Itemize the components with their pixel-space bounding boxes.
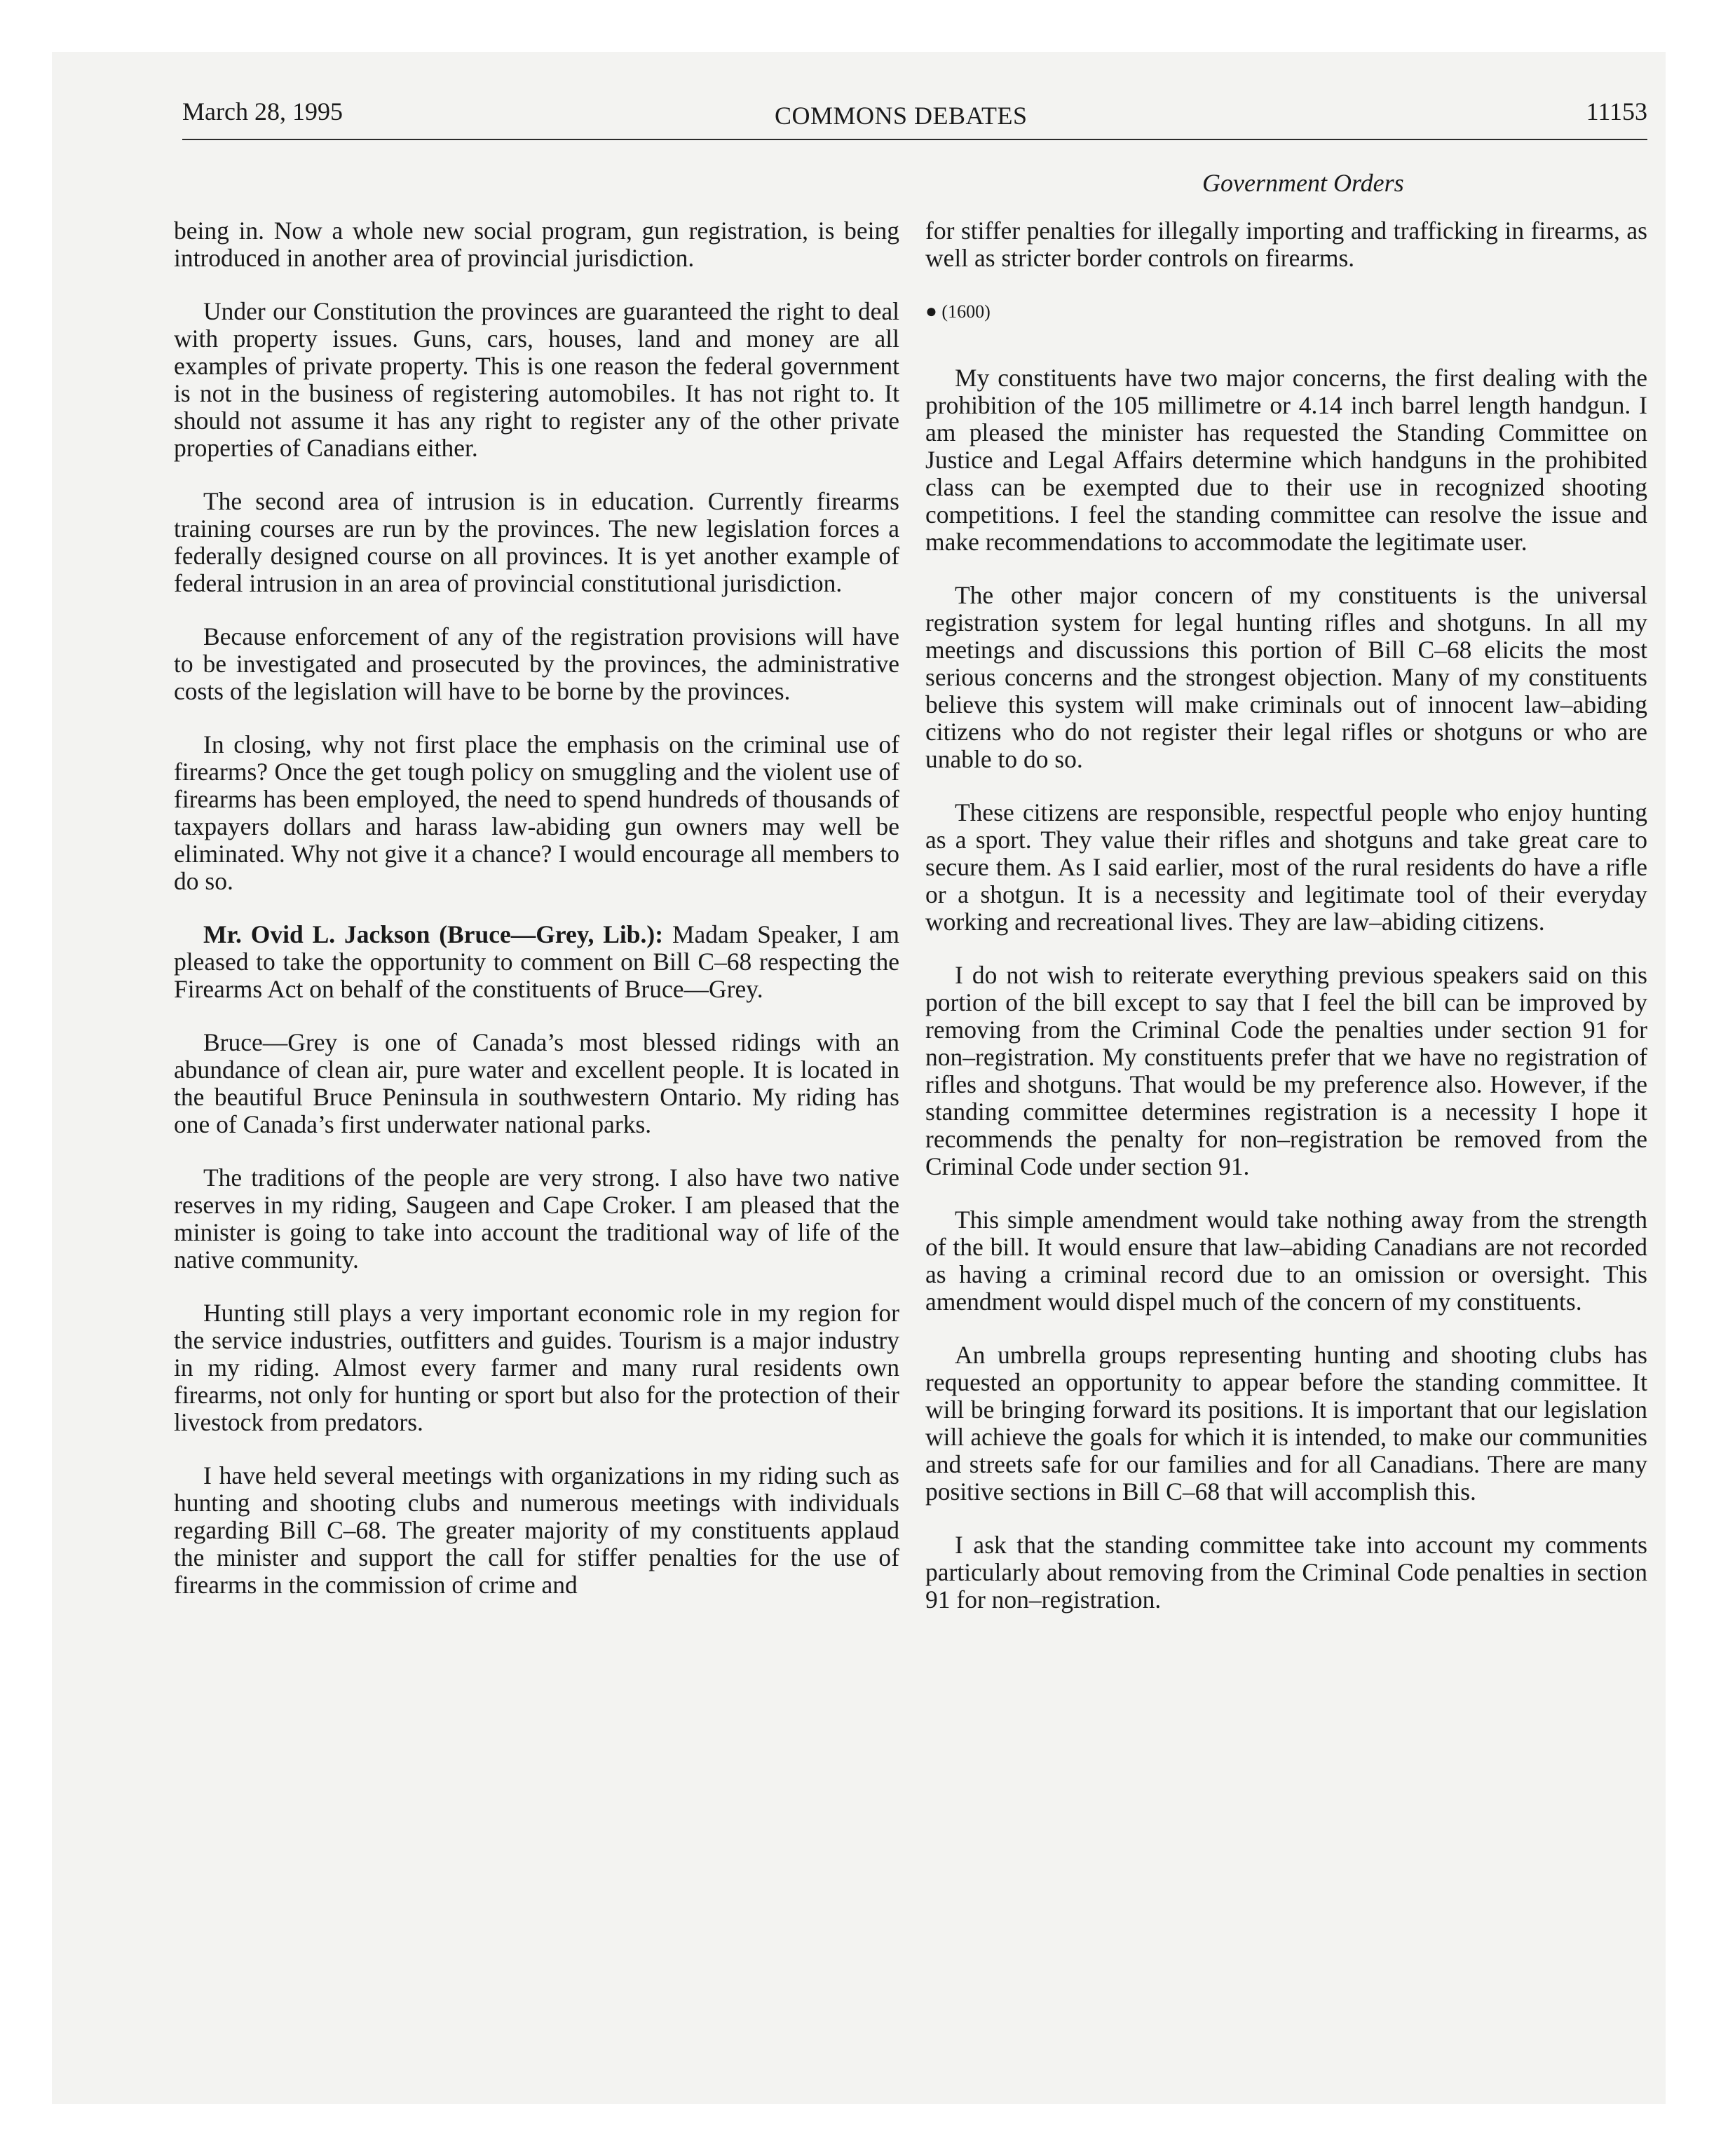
paragraph: The other major concern of my constituents is the universal registration system for legal hunting rifles and shotguns. In all my meetings and discussions this portion of Bill C–68 elicits the most serious concerns and the strongest objection. Many of my constituents believe this system will make criminals out of innocent law–abiding citizens who do not register their legal rifles or shotguns or who are unable to do so.	[925, 581, 1647, 773]
paragraph: Hunting still plays a very important economic role in my region for the service industries, outfitters and guides. Tourism is a major industry in my riding. Almost every farmer and many rural residents own firearms, not only for hunting or sport but also for the protection of their livestock from predators.	[174, 1299, 899, 1436]
paragraph: This simple amendment would take nothing away from the strength of the bill. It would ensure that law–abiding Canadians are not recorded as having a criminal record due to an omission or oversight. This amendment would dispel much of the concern of my constituents.	[925, 1206, 1647, 1316]
paragraph: Because enforcement of any of the registration provisions will have to be investigated and prosecuted by the provinces, the administrative costs of the legislation will have to be borne by the provinces.	[174, 622, 899, 705]
running-header	[182, 97, 1647, 140]
header-date: March 28, 1995	[182, 97, 343, 125]
speaker-text: Madam Speaker, I am pleased to take the opportunity to comment on Bill C–68 respecting the Firearms Act on behalf of the constituents of Bruce—Grey.	[174, 920, 900, 1003]
paragraph: In closing, why not first place the emphasis on the criminal use of firearms? Once the get tough policy on smuggling and the violent use of firearms has been employed, the need to spend hundreds of thousands of taxpayers dollars and harass law-abiding gun owners may well be eliminated. Why not give it a chance? I would encourage all members to do so.	[174, 730, 899, 895]
paragraph: The second area of intrusion is in education. Currently firearms training courses are run by the provinces. The new legislation forces a federally designed course on all provinces. It is yet another example of federal intrusion in an area of provincial constitutional jurisdiction.	[174, 487, 899, 597]
paragraph: The traditions of the people are very strong. I also have two native reserves in my riding, Saugeen and Cape Croker. I am pleased that the minister is going to take into account the traditional way of life of the native community.	[174, 1164, 899, 1274]
header-title: COMMONS DEBATES	[775, 102, 1028, 130]
bullet-icon: ●	[925, 301, 937, 322]
paragraph: for stiffer penalties for illegally importing and trafficking in firearms, as well as stricter border controls on firearms.	[925, 217, 1647, 272]
time-stamp-text: (1600)	[941, 301, 991, 322]
section-label: Government Orders	[1202, 169, 1404, 197]
paragraph: An umbrella groups representing hunting and shooting clubs has requested an opportunity to appear before the standing committee. It will be bringing forward its positions. It is important that our legislation will achieve the goals for which it is intended, to make our communities and streets safe for our families and for all Canadians. There are many positive sections in Bill C–68 that will accomplish this.	[925, 1341, 1647, 1506]
speaker-paragraph	[174, 921, 899, 1003]
paragraph: being in. Now a whole new social program, gun registration, is being introduced in another area of provincial jurisdiction.	[174, 217, 899, 272]
paragraph: My constituents have two major concerns, the first dealing with the prohibition of the 105 millimetre or 4.14 inch barrel length handgun. I am pleased the minister has requested the Standing Committee on Justice and Legal Affairs determine which handguns in the prohibited class can be exempted due to their use in recognized shooting competitions. I feel the standing committee can resolve the issue and make recommendations to accommodate the legitimate user.	[925, 364, 1647, 556]
paragraph: These citizens are responsible, respectful people who enjoy hunting as a sport. They value their rifles and shotguns and take great care to secure them. As I said earlier, most of the rural residents do have a rifle or a shotgun. It is a necessity and legitimate tool of their everyday working and recreational lives. They are law–abiding citizens.	[925, 798, 1647, 936]
paragraph: I do not wish to reiterate everything previous speakers said on this portion of the bill except to say that I feel the bill can be improved by removing from the Criminal Code the penalties under section 91 for non–registration. My constituents prefer that we have no registration of rifles and shotguns. That would be my preference also. However, if the standing committee determines registration is a necessity I hope it recommends the penalty for non–registration be removed from the Criminal Code under section 91.	[925, 961, 1647, 1180]
right-column	[925, 217, 1647, 1639]
time-stamp	[925, 298, 1647, 325]
paragraph: Bruce—Grey is one of Canada’s most blessed ridings with an abundance of clean air, pure water and excellent people. It is located in the beautiful Bruce Peninsula in southwestern Ontario. My riding has one of Canada’s first underwater national parks.	[174, 1028, 899, 1138]
paragraph: Under our Constitution the provinces are guaranteed the right to deal with property issues. Guns, cars, houses, land and money are all examples of private property. This is one reason the federal government is not in the business of registering automobiles. It has not right to. It should not assume it has any right to register any of the other private properties of Canadians either.	[174, 297, 899, 462]
page-number: 11153	[1586, 97, 1647, 125]
speaker-name: Mr. Ovid L. Jackson (Bruce—Grey, Lib.):	[203, 920, 664, 948]
left-column	[174, 217, 899, 1625]
paragraph: I have held several meetings with organizations in my riding such as hunting and shooting clubs and numerous meetings with individuals regarding Bill C–68. The greater majority of my constituents applaud the minister and support the call for stiffer penalties for the use of firearms in the commission of crime and	[174, 1461, 899, 1599]
paragraph: I ask that the standing committee take into account my comments particularly about removing from the Criminal Code penalties in section 91 for non–registration.	[925, 1531, 1647, 1613]
